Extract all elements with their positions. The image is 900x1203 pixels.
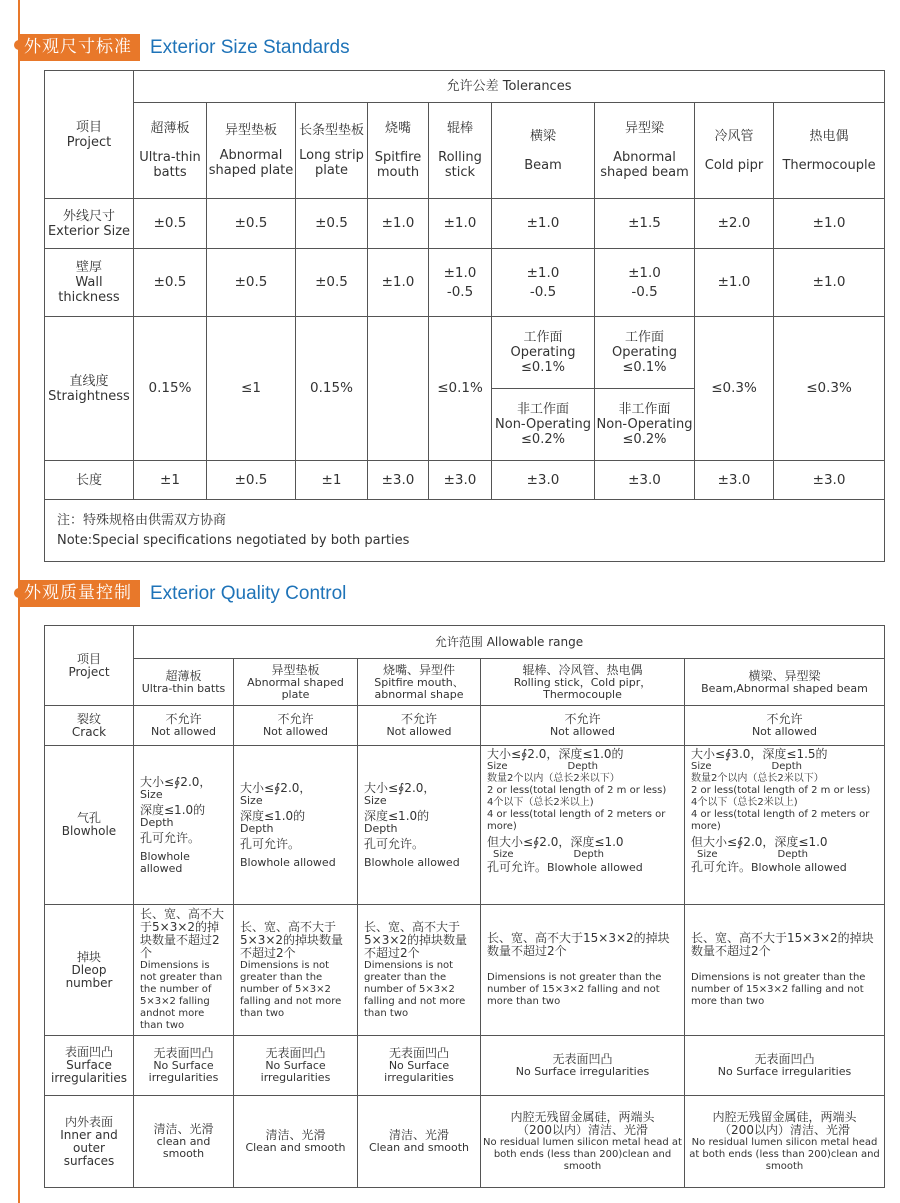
table-row [45, 249, 885, 317]
column-header: 辊棒、冷风管、热电偶 Rolling stick，Cold pipr，Thermocouple [481, 659, 685, 706]
section-header-quality-control [20, 580, 346, 607]
table-cell: ±0.5 [207, 461, 296, 500]
table-row [45, 905, 885, 1036]
table-row [45, 746, 885, 905]
table-cell: ±0.5 [134, 199, 207, 249]
table-cell: 清洁、光滑 clean and smooth [134, 1096, 234, 1188]
table-cell: 大小≤∮3.0，深度≤1.5的 Size Depth 数量2个以内（总长2米以下） 2 or less(total length of 2 m or less) 4个以下（总长2米以上) 4 or less(total length of 2 meters or more) 但大小≤∮2.0，深度≤1.0 Size Depth 孔可允许。Blowhole allowed [685, 746, 885, 905]
table-cell: 清洁、光滑 Clean and smooth [358, 1096, 481, 1188]
table-cell: 不允许 Not allowed [234, 706, 358, 746]
table-cell: ≤0.3% [695, 317, 774, 461]
table-cell: ±1.0 -0.5 [595, 249, 695, 317]
table-cell: ≤0.1% [429, 317, 492, 461]
column-header: 超薄板 Ultra-thin batts [134, 103, 207, 199]
table-cell: ±1.0 [774, 199, 885, 249]
table-row [45, 461, 885, 500]
table-cell: 长、宽、高不大于15×3×2的掉块数量不超过2个 Dimensions is not greater than the number of 15×3×2 falling and not more than two [685, 905, 885, 1036]
row-label-crack: 裂纹 Crack [45, 706, 134, 746]
section-title-en: Exterior Size Standards [150, 36, 350, 58]
column-header: 热电偶 Thermocouple [774, 103, 885, 199]
table-cell: ±1.0 -0.5 [429, 249, 492, 317]
table-cell: ±1.5 [595, 199, 695, 249]
column-header: 横梁、异型梁 Beam,Abnormal shaped beam [685, 659, 885, 706]
tolerances-header: 允许公差 Tolerances [134, 71, 885, 103]
table-cell: ≤1 [207, 317, 296, 461]
table-cell: 无表面凹凸 No Surface irregularities [685, 1036, 885, 1096]
project-header: 项目 Project [45, 71, 134, 199]
row-label-dleop-number: 掉块 Dleop number [45, 905, 134, 1036]
column-header: 长条型垫板 Long strip plate [296, 103, 368, 199]
table-cell: ±1.0 [368, 199, 429, 249]
section-title-zh: 外观尺寸标准 [20, 34, 140, 61]
column-header: 异型垫板 Abnormal shaped plate [234, 659, 358, 706]
allowable-range-header: 允许范围 Allowable range [134, 626, 885, 659]
table-cell: ±3.0 [429, 461, 492, 500]
project-header: 项目 Project [45, 626, 134, 706]
table-cell: ±3.0 [595, 461, 695, 500]
table-cell: 不允许 Not allowed [685, 706, 885, 746]
table-cell: 0.15% [296, 317, 368, 461]
table-cell: ±1.0 [695, 249, 774, 317]
table-cell: ±0.5 [296, 249, 368, 317]
table-cell: 大小≤∮2.0， Size 深度≤1.0的 Depth 孔可允许。 Blowhole allowed [134, 746, 234, 905]
table-cell: ±3.0 [774, 461, 885, 500]
table-cell: ±0.5 [134, 249, 207, 317]
table-cell: 无表面凹凸 No Surface irregularities [358, 1036, 481, 1096]
table-cell: ±2.0 [695, 199, 774, 249]
column-header: 异型垫板 Abnormal shaped plate [207, 103, 296, 199]
table-cell: 长、宽、高不大于5×3×2的掉块数量不超过2个 Dimensions is not greater than the number of 5×3×2 falling and not more than two [358, 905, 481, 1036]
table-cell: ±1.0 [492, 199, 595, 249]
table-cell: 内腔无残留金属硅，两端头 （200以内）清洁、光滑 No residual lumen silicon metal head at both ends (less than 200)clean and smooth [685, 1096, 885, 1188]
table-cell: ±0.5 [207, 199, 296, 249]
table-cell: 内腔无残留金属硅，两端头 （200以内）清洁、光滑 No residual lumen silicon metal head at both ends (less than 200)clean and smooth [481, 1096, 685, 1188]
table-cell: ±1.0 [368, 249, 429, 317]
table-row [45, 706, 885, 746]
table-cell: 大小≤∮2.0， Size 深度≤1.0的 Depth 孔可允许。 Blowhole allowed [358, 746, 481, 905]
table-cell: 长、宽、高不大于5×3×2的掉块数量不超过2个 Dimensions is not greater than the number of 5×3×2 falling andnot more than two [134, 905, 234, 1036]
section-title-zh: 外观质量控制 [20, 580, 140, 607]
row-label-wall-thickness: 壁厚 Wall thickness [45, 249, 134, 317]
table-cell: ±1.0 -0.5 [492, 249, 595, 317]
column-header: 烧嘴 Spitfire mouth [368, 103, 429, 199]
row-label-straightness: 直线度 Straightness [45, 317, 134, 461]
row-label-exterior-size: 外线尺寸 Exterior Size [45, 199, 134, 249]
table-note: 注：特殊规格由供需双方协商 Note:Special specifications negotiated by both parties [45, 500, 885, 562]
column-header: 异型梁 Abnormal shaped beam [595, 103, 695, 199]
table-cell: 无表面凹凸 No Surface irregularities [134, 1036, 234, 1096]
table-cell: 无表面凹凸 No Surface irregularities [481, 1036, 685, 1096]
row-label-inner-outer-surfaces: 内外表面 Inner and outer surfaces [45, 1096, 134, 1188]
table-row [45, 1036, 885, 1096]
table-cell: ±3.0 [368, 461, 429, 500]
table-cell: 大小≤∮2.0， Size 深度≤1.0的 Depth 孔可允许。 Blowhole allowed [234, 746, 358, 905]
table-cell: ≤0.3% [774, 317, 885, 461]
table-cell: 0.15% [134, 317, 207, 461]
table-cell: 大小≤∮2.0，深度≤1.0的 Size Depth 数量2个以内（总长2米以下） 2 or less(total length of 2 m or less) 4个以下（总长2米以上) 4 or less(total length of 2 meters or more) 但大小≤∮2.0，深度≤1.0 Size Depth 孔可允许。Blowhole allowed [481, 746, 685, 905]
table-cell: 长、宽、高不大于15×3×2的掉块数量不超过2个 Dimensions is not greater than the number of 15×3×2 falling and not more than two [481, 905, 685, 1036]
table-cell: 不允许 Not allowed [358, 706, 481, 746]
section-header-size-standards [20, 34, 350, 61]
quality-control-table [44, 625, 885, 1188]
table-row [45, 199, 885, 249]
table-cell: 长、宽、高不大于5×3×2的掉块数量不超过2个 Dimensions is not greater than the number of 5×3×2 falling and not more than two [234, 905, 358, 1036]
column-header: 辊棒 Rolling stick [429, 103, 492, 199]
column-header: 冷风管 Cold pipr [695, 103, 774, 199]
row-label-length: 长度 [45, 461, 134, 500]
row-label-blowhole: 气孔 Blowhole [45, 746, 134, 905]
table-cell: 无表面凹凸 No Surface irregularities [234, 1036, 358, 1096]
column-header: 烧嘴、异型件 Spitfire mouth、abnormal shape [358, 659, 481, 706]
table-cell: ±3.0 [492, 461, 595, 500]
table-cell: ±0.5 [296, 199, 368, 249]
table-cell: ±1 [134, 461, 207, 500]
column-header: 超薄板 Ultra-thin batts [134, 659, 234, 706]
row-label-surface-irregularities: 表面凹凸 Surface irregularities [45, 1036, 134, 1096]
table-cell-non-operating: 非工作面 Non-Operating ≤0.2% [492, 389, 595, 461]
table-cell-operating: 工作面 Operating ≤0.1% [492, 317, 595, 389]
table-cell: ±0.5 [207, 249, 296, 317]
section-title-en: Exterior Quality Control [150, 582, 347, 604]
table-cell: ±3.0 [695, 461, 774, 500]
table-cell: 清洁、光滑 Clean and smooth [234, 1096, 358, 1188]
table-cell: ±1.0 [774, 249, 885, 317]
table-row [45, 317, 885, 389]
column-header: 横梁 Beam [492, 103, 595, 199]
table-cell [368, 317, 429, 461]
size-standards-table [44, 70, 885, 562]
table-cell: 不允许 Not allowed [134, 706, 234, 746]
table-row [45, 1096, 885, 1188]
table-cell: ±1 [296, 461, 368, 500]
table-cell-non-operating: 非工作面 Non-Operating ≤0.2% [595, 389, 695, 461]
table-cell: ±1.0 [429, 199, 492, 249]
table-cell: 不允许 Not allowed [481, 706, 685, 746]
table-cell-operating: 工作面 Operating ≤0.1% [595, 317, 695, 389]
